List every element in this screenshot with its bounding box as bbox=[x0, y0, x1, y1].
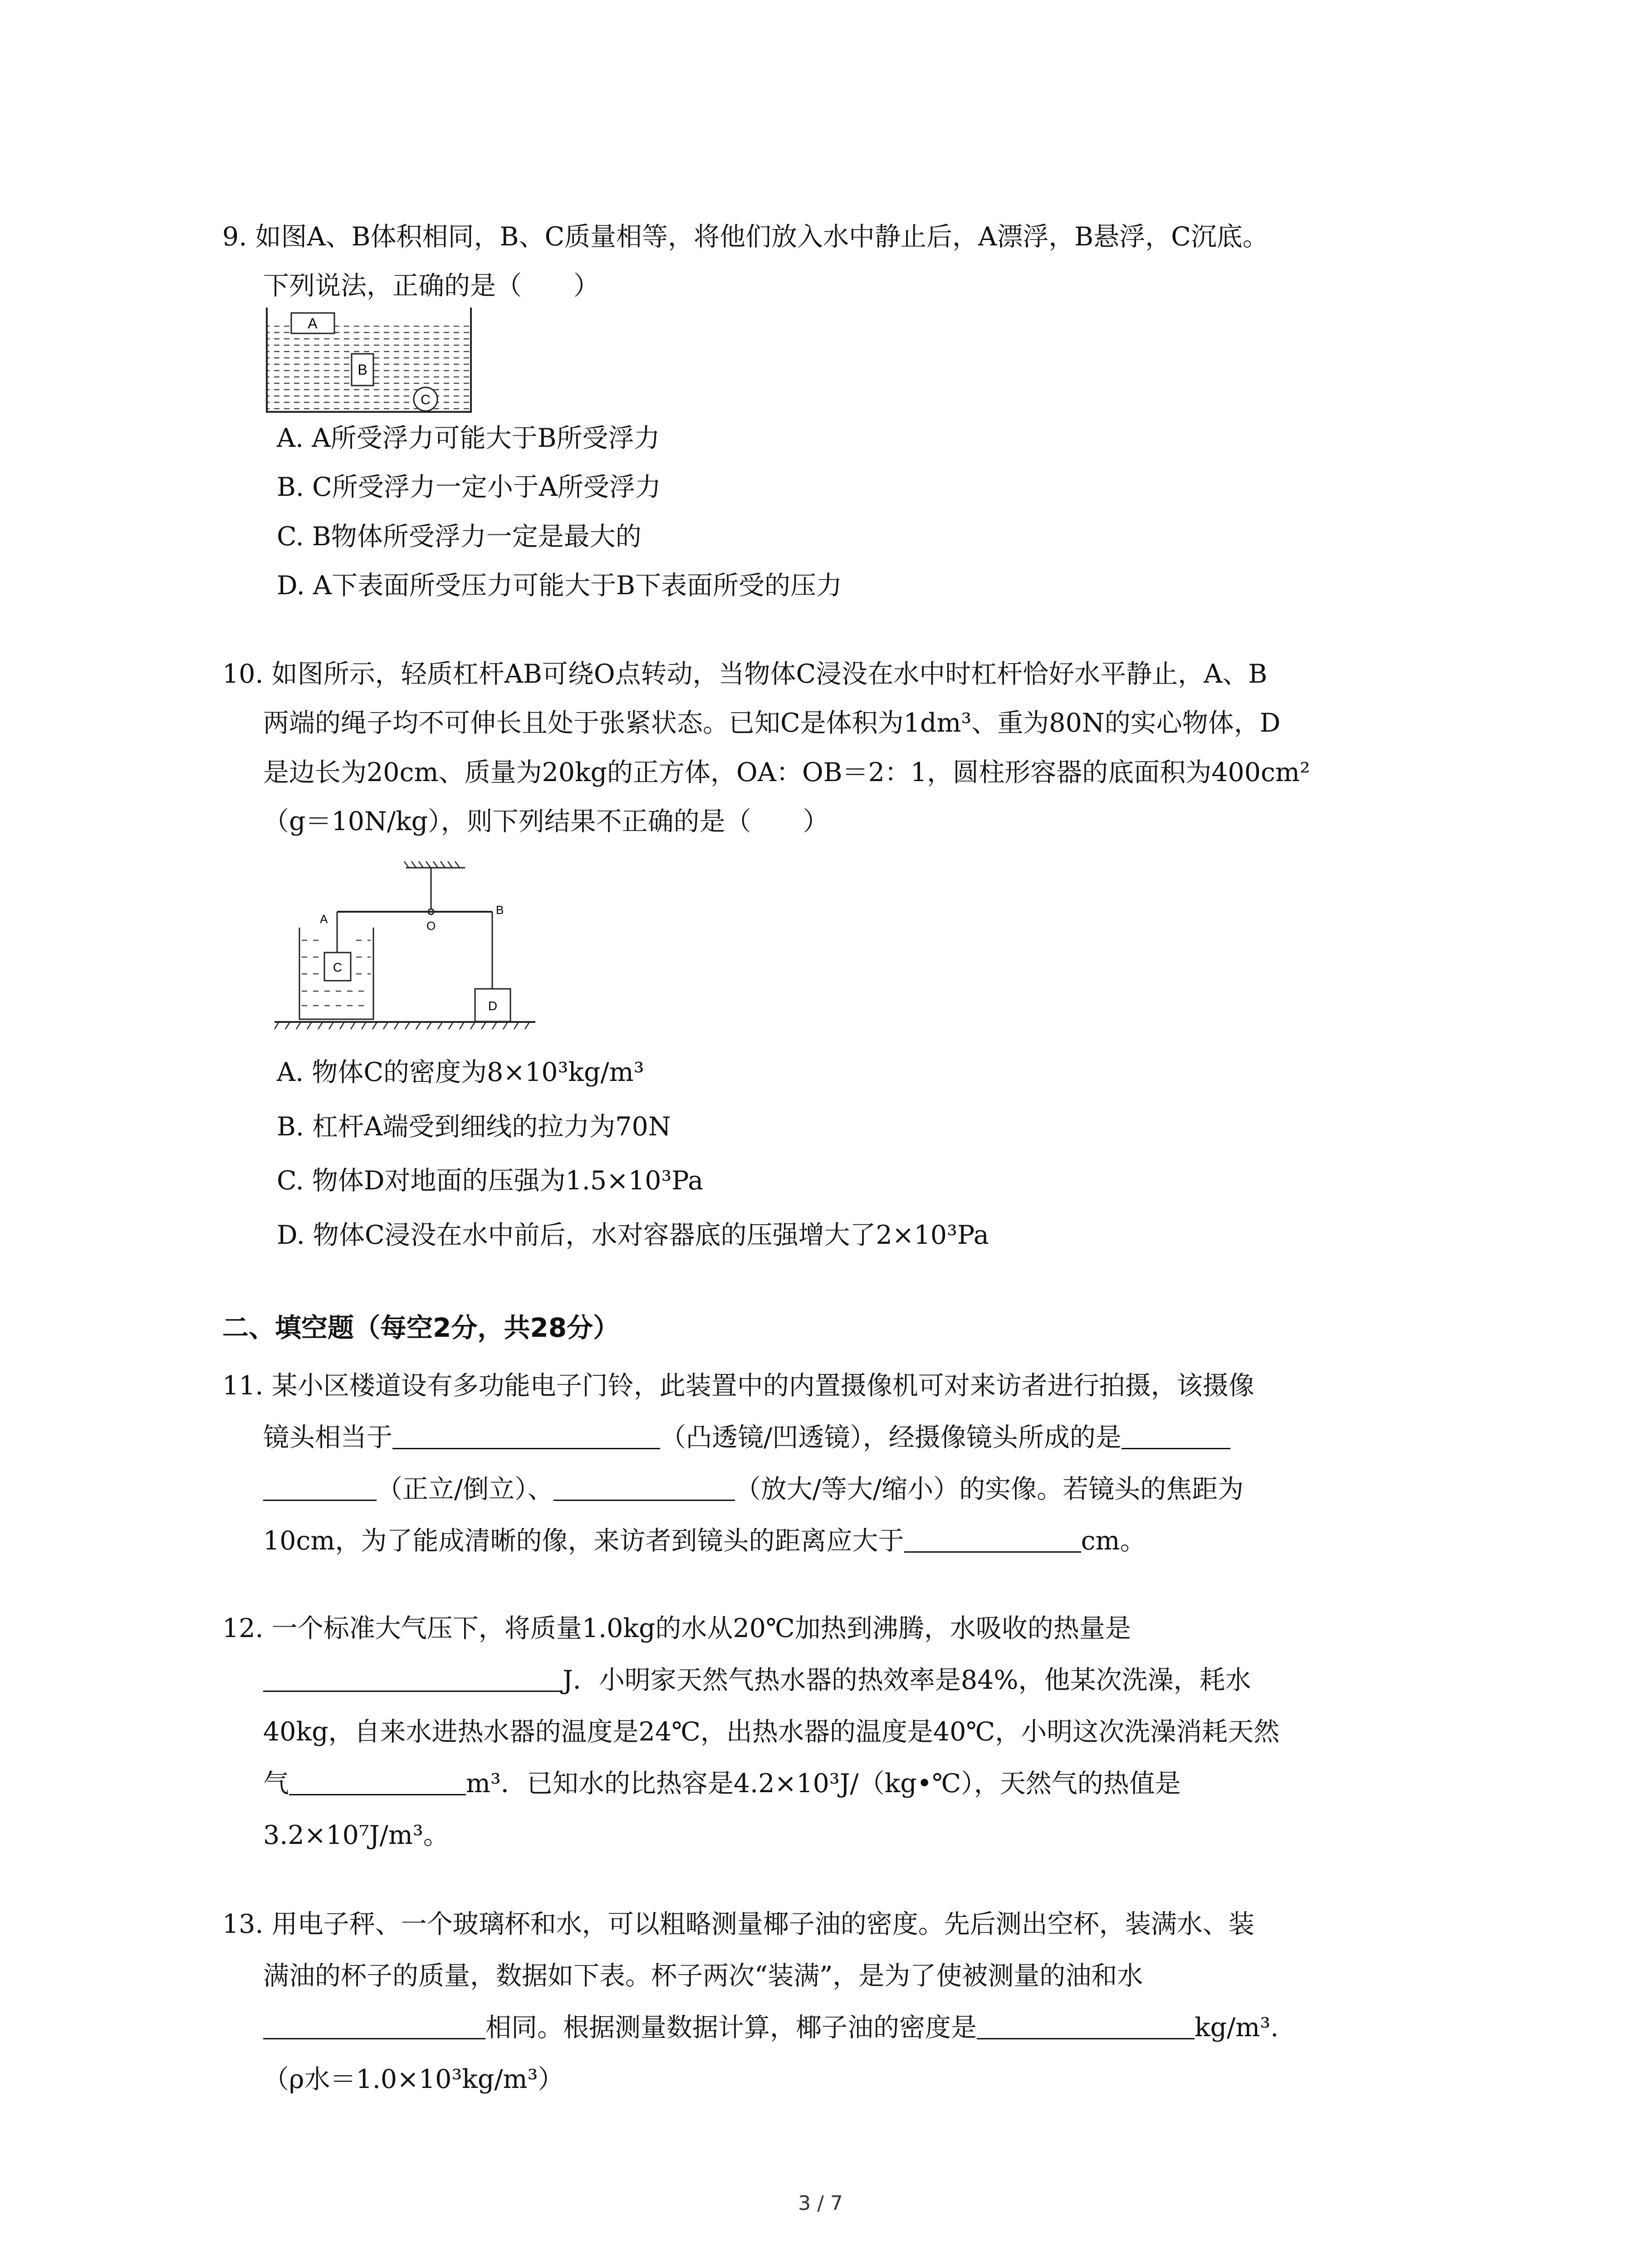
q9-stem-line1: 9. 如图A、B体积相同，B、C质量相等，将他们放入水中静止后，A漂浮，B悬浮，C沉底。 bbox=[222, 222, 1269, 252]
q9-block-a-label: A bbox=[308, 315, 318, 332]
q13-blank-2[interactable] bbox=[977, 2012, 1195, 2039]
q11-line2b: （凸透镜/凹透镜），经摄像镜头所成的是 bbox=[660, 1422, 1122, 1452]
q12-line1: 12. 一个标准大气压下，将质量1.0kg的水从20℃加热到沸腾，水吸收的热量是 bbox=[222, 1613, 1131, 1643]
q10-label-d: D bbox=[488, 999, 498, 1013]
q13-line3a: 相同。根据测量数据计算，椰子油的密度是 bbox=[485, 2013, 977, 2043]
q11-blank-3[interactable] bbox=[554, 1474, 735, 1501]
q9-stem-line2: 下列说法，正确的是（ ） bbox=[263, 271, 599, 301]
question-12 bbox=[222, 1603, 1447, 1861]
q12-line2: J．小明家天然气热水器的热效率是84%，他某次洗澡，耗水 bbox=[563, 1665, 1251, 1695]
q10-label-c: C bbox=[333, 960, 343, 974]
q13-line1: 13. 用电子秤、一个玻璃杯和水，可以粗略测量椰子油的密度。先后测出空杯，装满水、装 bbox=[222, 1909, 1254, 1939]
question-9 bbox=[222, 212, 1447, 311]
q13-line4: （ρ水＝1.0×10³kg/m³） bbox=[263, 2064, 564, 2094]
q9-ball-c-label: C bbox=[421, 392, 431, 407]
q13-line3b: kg/m³. bbox=[1195, 2013, 1279, 2043]
q9-option-d[interactable]: D. A下表面所受压力可能大于B下表面所受的压力 bbox=[277, 570, 842, 601]
q9-options bbox=[222, 414, 1447, 610]
question-11 bbox=[222, 1360, 1447, 1567]
q10-option-d[interactable]: D. 物体C浸没在水中前后，水对容器底的压强增大了2×10³Pa bbox=[277, 1220, 989, 1251]
q13-blank-1[interactable] bbox=[263, 2012, 485, 2039]
q10-option-a[interactable]: A. 物体C的密度为8×10³kg/m³ bbox=[277, 1057, 644, 1087]
q12-line4a: 气 bbox=[263, 1769, 289, 1799]
q11-blank-2b[interactable] bbox=[263, 1474, 377, 1501]
q9-option-c[interactable]: C. B物体所受浮力一定是最大的 bbox=[277, 521, 642, 552]
q11-line3b: （放大/等大/缩小）的实像。若镜头的焦距为 bbox=[735, 1474, 1244, 1504]
q13-line2: 满油的杯子的质量，数据如下表。杯子两次“装满”，是为了使被测量的油和水 bbox=[263, 1961, 1143, 1991]
q10-lever-figure bbox=[274, 860, 538, 1041]
q11-line2a: 镜头相当于 bbox=[263, 1422, 392, 1452]
q10-label-a: A bbox=[320, 912, 328, 926]
section-2-heading: 二、填空题（每空2分，共28分） bbox=[222, 1312, 620, 1343]
q9-option-a[interactable]: A. A所受浮力可能大于B所受浮力 bbox=[277, 423, 660, 453]
q12-line5: 3.2×10⁷J/m³。 bbox=[263, 1820, 449, 1850]
q11-blank-1[interactable] bbox=[392, 1422, 660, 1449]
page-number: 3 / 7 bbox=[798, 2192, 843, 2215]
q12-blank-2[interactable] bbox=[289, 1768, 466, 1795]
q10-stem-line3: 是边长为20cm、质量为20kg的正方体，OA：OB＝2：1，圆柱形容器的底面积为400cm² bbox=[263, 757, 1310, 787]
q10-label-o: O bbox=[426, 919, 436, 933]
q10-label-b: B bbox=[496, 903, 504, 917]
q10-option-b[interactable]: B. 杠杆A端受到细线的拉力为70N bbox=[277, 1111, 671, 1142]
question-10 bbox=[222, 650, 1447, 846]
q10-stem-line4: （g＝10N/kg），则下列结果不正确的是（ ） bbox=[263, 806, 829, 836]
q9-block-b-label: B bbox=[358, 362, 367, 378]
q11-line3a: （正立/倒立）、 bbox=[377, 1474, 554, 1504]
q12-line3: 40kg，自来水进热水器的温度是24℃，出热水器的温度是40℃，小明这次洗澡消耗天然 bbox=[263, 1717, 1280, 1747]
q11-line1: 11. 某小区楼道设有多功能电子门铃，此装置中的内置摄像机可对来访者进行拍摄，该摄像 bbox=[222, 1371, 1254, 1401]
q10-option-c[interactable]: C. 物体D对地面的压强为1.5×10³Pa bbox=[277, 1166, 704, 1196]
q9-option-b[interactable]: B. C所受浮力一定小于A所受浮力 bbox=[277, 472, 661, 503]
q11-blank-4[interactable] bbox=[904, 1525, 1081, 1553]
question-13 bbox=[222, 1898, 1447, 2105]
q12-blank-1[interactable] bbox=[263, 1665, 563, 1692]
q11-line4a: 10cm，为了能成清晰的像，来访者到镜头的距离应大于 bbox=[263, 1526, 904, 1556]
q10-stem-line1: 10. 如图所示，轻质杠杆AB可绕O点转动，当物体C浸没在水中时杠杆恰好水平静止，A、B bbox=[222, 659, 1268, 689]
q12-line4b: m³．已知水的比热容是4.2×10³J/（kg•℃），天然气的热值是 bbox=[466, 1769, 1181, 1799]
q10-stem-line2: 两端的绳子均不可伸长且处于张紧状态。已知C是体积为1dm³、重为80N的实心物体，D bbox=[263, 708, 1281, 738]
q11-blank-2a[interactable] bbox=[1122, 1422, 1230, 1449]
q9-buoyancy-figure bbox=[263, 304, 476, 417]
q11-line4b: cm。 bbox=[1081, 1526, 1146, 1556]
q10-options bbox=[222, 1046, 1447, 1263]
